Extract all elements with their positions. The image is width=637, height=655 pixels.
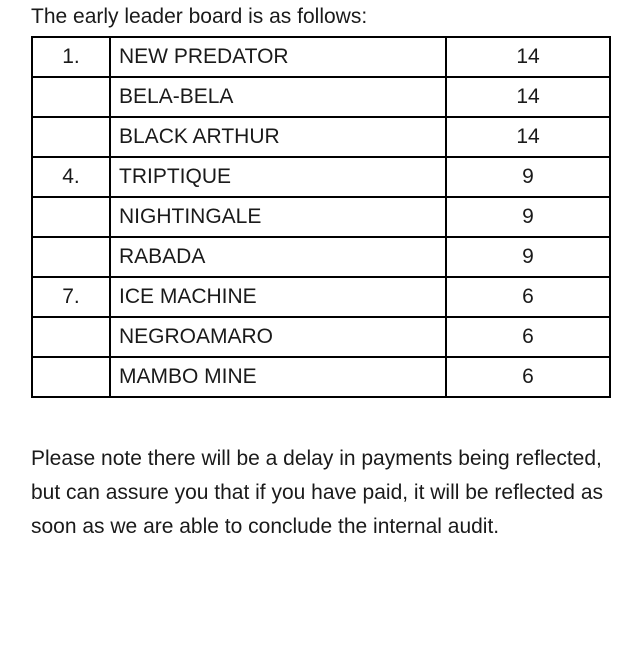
row-points: 9 bbox=[446, 157, 610, 197]
row-rank bbox=[32, 197, 110, 237]
table-row bbox=[32, 197, 610, 237]
row-points: 6 bbox=[446, 317, 610, 357]
row-points: 14 bbox=[446, 77, 610, 117]
leaderboard-body bbox=[32, 37, 610, 397]
row-rank bbox=[32, 117, 110, 157]
intro-text: The early leader board is as follows: bbox=[31, 5, 368, 28]
row-name: MAMBO MINE bbox=[110, 357, 446, 397]
table-row bbox=[32, 317, 610, 357]
row-name: BLACK ARTHUR bbox=[110, 117, 446, 157]
row-name: BELA-BELA bbox=[110, 77, 446, 117]
table-row bbox=[32, 357, 610, 397]
row-name: RABADA bbox=[110, 237, 446, 277]
table-row bbox=[32, 117, 610, 157]
table-row bbox=[32, 157, 610, 197]
row-rank bbox=[32, 317, 110, 357]
row-name: NEW PREDATOR bbox=[110, 37, 446, 77]
row-points: 6 bbox=[446, 277, 610, 317]
row-name: ICE MACHINE bbox=[110, 277, 446, 317]
row-rank bbox=[32, 357, 110, 397]
row-points: 9 bbox=[446, 237, 610, 277]
document-page bbox=[0, 4, 637, 655]
row-rank: 4. bbox=[32, 157, 110, 197]
row-points: 9 bbox=[446, 197, 610, 237]
row-rank: 1. bbox=[32, 37, 110, 77]
table-row bbox=[32, 37, 610, 77]
row-points: 14 bbox=[446, 37, 610, 77]
table-row bbox=[32, 277, 610, 317]
row-rank bbox=[32, 237, 110, 277]
row-points: 14 bbox=[446, 117, 610, 157]
table-row bbox=[32, 77, 610, 117]
row-name: TRIPTIQUE bbox=[110, 157, 446, 197]
row-points: 6 bbox=[446, 357, 610, 397]
row-rank: 7. bbox=[32, 277, 110, 317]
row-name: NIGHTINGALE bbox=[110, 197, 446, 237]
row-rank bbox=[32, 77, 110, 117]
table-row bbox=[32, 237, 610, 277]
row-name: NEGROAMARO bbox=[110, 317, 446, 357]
leaderboard-table bbox=[31, 36, 611, 398]
note-text: Please note there will be a delay in payments being reflected, but can assure you that if you have paid, it will be reflected as soon as we are able to conclude the internal audit. bbox=[31, 447, 603, 538]
